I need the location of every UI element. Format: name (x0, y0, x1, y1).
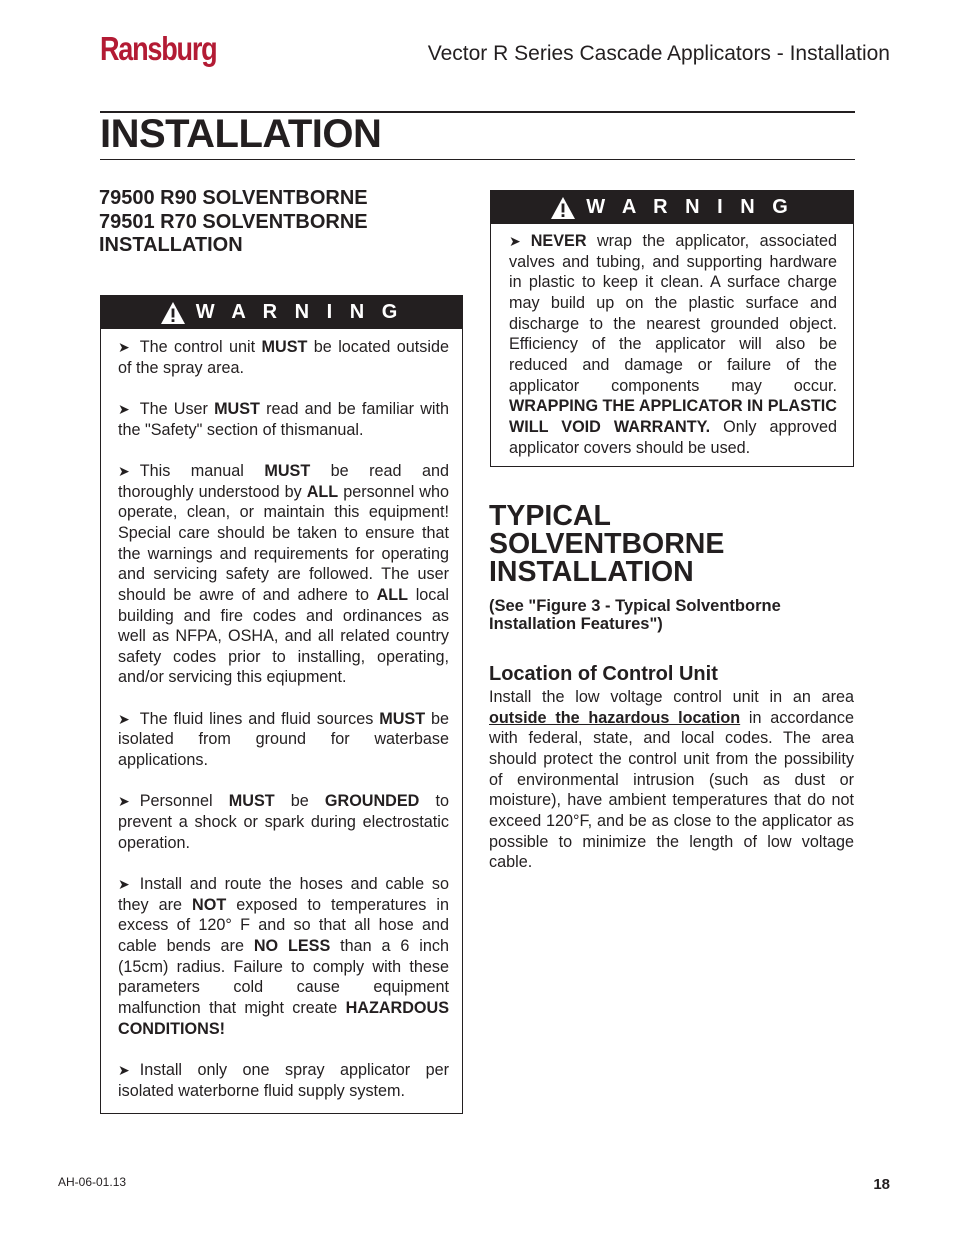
warning-text: wrap the applicator, associated valves and tubing, and supporting hardware in plastic to keep it clean. A surface charge may build up on the plastic surface and discharge to the nearest grounded object. Efficiency of the applicator will also be reduced and damage or failure of the applicator components may occur. (509, 232, 837, 395)
typical-heading-line: INSTALLATION (489, 556, 694, 588)
warning-body (101, 329, 462, 1111)
warning-label: W A R N I N G (586, 196, 794, 218)
warning-emphasis: ALL (376, 585, 409, 604)
warning-emphasis: NO LESS (253, 936, 331, 955)
document-code: AH-06-01.13 (58, 1175, 127, 1189)
arrowhead-bullet-icon: ➤ (118, 710, 130, 727)
page-number: 18 (873, 1176, 890, 1193)
section-heading (99, 187, 459, 258)
page-title: INSTALLATION (100, 112, 382, 156)
warning-item (118, 1060, 449, 1101)
figure-reference (489, 597, 849, 633)
arrowhead-bullet-icon: ➤ (118, 1061, 130, 1078)
typical-heading-line: TYPICAL (489, 500, 611, 532)
warning-text: be (274, 792, 325, 811)
location-text-start: Install the low voltage control unit in an area (489, 688, 854, 706)
warning-item (509, 231, 837, 458)
warning-text: local building and fire codes and ordinances as well as NFPA, OSHA, and all related country safety codes prior to installing, operating, and/or servicing this eqiupment. (118, 585, 449, 687)
warning-text: Install and route the hoses and cable so they are (118, 874, 449, 914)
warning-text: Only approved applicator covers should be used. (509, 417, 837, 457)
ransburg-logo: Ransburg (100, 30, 217, 67)
warning-text: be isolated from ground for waterbase applications. (118, 709, 449, 770)
header-title: Vector R Series Cascade Applicators - Installation (427, 42, 890, 65)
warning-header (101, 296, 462, 329)
warning-item (118, 399, 449, 440)
warning-emphasis: MUST (214, 399, 260, 418)
warning-triangle-icon (550, 196, 576, 220)
warning-item (118, 461, 449, 688)
warning-text: be read and thoroughly understood by (118, 461, 450, 501)
warning-text: The fluid lines and fluid sources (139, 709, 380, 728)
typical-installation-heading (489, 502, 849, 586)
warning-emphasis: MUST (261, 338, 308, 356)
typical-heading-line: SOLVENTBORNE (489, 528, 725, 560)
warning-text: The User (139, 399, 215, 418)
warning-text: The control unit (139, 338, 262, 356)
warning-emphasis: GROUNDED (324, 792, 420, 811)
arrowhead-bullet-icon: ➤ (118, 793, 130, 810)
warning-triangle-icon (160, 301, 186, 325)
warning-emphasis: HAZARDOUS CONDITIONS! (118, 998, 449, 1038)
warning-item (118, 874, 449, 1039)
warning-item (118, 791, 449, 853)
section-heading-line: 79500 R90 SOLVENTBORNE (99, 187, 368, 209)
warning-text: This manual (139, 461, 265, 480)
arrowhead-bullet-icon: ➤ (509, 233, 521, 249)
warning-text: personnel who operate, clean, or maintain this equipment! Special care should be taken to ensure that the warnings and requirements for operating and servicing safety are followed. The user should be awre of and adhere to (118, 482, 449, 604)
warning-box-left (100, 295, 463, 1114)
warning-body (491, 224, 853, 468)
warning-text: than a 6 inch (15cm) radius. Failure to comply with these parameters cold cause equipment malfunction that might create (118, 936, 449, 1017)
warning-emphasis: MUST (228, 792, 275, 811)
warning-emphasis: WRAPPING THE APPLICATOR IN PLASTIC WILL VOID WARRANTY. (509, 397, 837, 436)
arrowhead-bullet-icon: ➤ (118, 400, 130, 417)
warning-emphasis: NEVER (530, 232, 587, 250)
warning-text: Personnel (139, 792, 229, 811)
warning-label: W A R N I N G (195, 301, 404, 323)
warning-emphasis: MUST (264, 461, 311, 480)
arrowhead-bullet-icon: ➤ (118, 875, 130, 892)
warning-item (118, 709, 449, 771)
figure-reference-line: Installation Features") (489, 615, 663, 633)
location-heading: Location of Control Unit (489, 663, 718, 685)
warning-text: exposed to temperatures in excess of 120° F and so that all hose and cable bends are (118, 895, 449, 955)
arrowhead-bullet-icon: ➤ (118, 339, 130, 355)
warning-text: read and be familiar with the "Safety" section of thismanual. (118, 399, 449, 439)
arrowhead-bullet-icon: ➤ (118, 462, 130, 479)
location-text-end: in accordance with federal, state, and local codes. The area should protect the control unit from the possibility of environmental intrusion (such as dust or moisture), have ambient temperatures that do not exceed 120°F, and be as close to the applicator as possible to minimize the length of low voltage cable. (489, 708, 854, 872)
warning-emphasis: ALL (306, 482, 339, 501)
warning-item (118, 337, 449, 378)
section-heading-line: INSTALLATION (99, 234, 243, 256)
section-heading-line: 79501 R70 SOLVENTBORNE (99, 210, 368, 233)
warning-text: Install only one spray applicator per isolated waterborne fluid supply system. (118, 1060, 449, 1100)
warning-emphasis: MUST (379, 709, 426, 728)
warning-text: to prevent a shock or spark during electrostatic operation. (118, 792, 449, 852)
figure-reference-line: (See "Figure 3 - Typical Solventborne (489, 597, 781, 615)
warning-emphasis: NOT (192, 895, 227, 914)
warning-text: be located outside of the spray area. (118, 338, 449, 377)
warning-header (491, 191, 853, 224)
title-rule-bottom (100, 159, 855, 160)
hazardous-location-link[interactable]: outside the hazardous location (489, 708, 741, 727)
warning-box-right (490, 190, 854, 467)
location-paragraph (489, 687, 854, 873)
